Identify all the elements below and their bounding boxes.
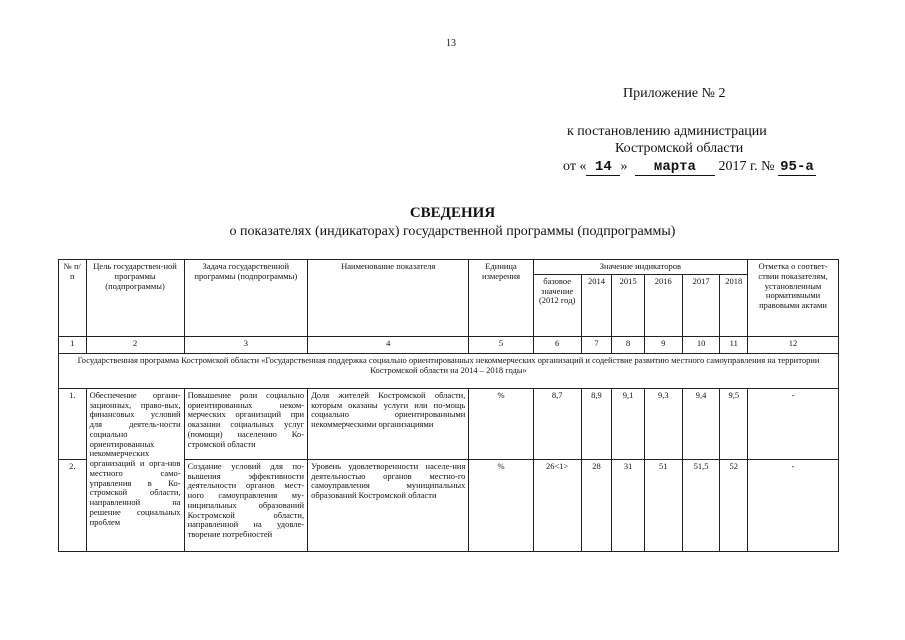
col-number: 6	[533, 336, 581, 353]
col-number: 12	[748, 336, 839, 353]
col-number: 4	[308, 336, 469, 353]
decree-day: 14	[586, 159, 620, 176]
row-2-num: 2.	[59, 459, 87, 551]
header-2018: 2018	[720, 274, 748, 336]
decree-line-1: к постановлению администрации	[567, 124, 767, 139]
row-1-2018: 9,5	[720, 388, 748, 459]
row-2-2018: 52	[720, 459, 748, 551]
row-1-unit: %	[469, 388, 533, 459]
decree-month: марта	[635, 159, 715, 176]
date-prefix: от «	[563, 159, 587, 174]
program-title-row: Государственная программа Костромской области «Государственная поддержка социально ориентированных некоммерческих организаций и содействие развитию местного самоуправления на территории Костромской области на 2014 – 2018 годы»	[59, 353, 839, 388]
col-number: 10	[682, 336, 720, 353]
col-number: 9	[644, 336, 682, 353]
header-values-group: Значение индикаторов	[533, 260, 747, 275]
row-2-base: 26<1>	[533, 459, 581, 551]
col-number: 5	[469, 336, 533, 353]
row-2-note: -	[748, 459, 839, 551]
col-number: 11	[720, 336, 748, 353]
decree-year-label: 2017 г. №	[718, 159, 775, 174]
row-2-indicator: Уровень удовлетворенности населе-ния деятельностью органов местно-го самоуправления муниципальных образований Костромской области	[308, 459, 469, 551]
row-2-2017: 51,5	[682, 459, 720, 551]
row-2-unit: %	[469, 459, 533, 551]
col-number: 7	[581, 336, 612, 353]
appendix-title: Приложение № 2	[623, 86, 726, 101]
indicators-table	[58, 259, 839, 552]
header-indicator: Наименование показателя	[308, 260, 469, 337]
col-number: 2	[86, 336, 184, 353]
col-number: 3	[184, 336, 308, 353]
row-2-2016: 51	[644, 459, 682, 551]
row-1-2017: 9,4	[682, 388, 720, 459]
row-2-task: Создание условий для по-вышения эффективности деятельности органов мест-ного самоуправления му-ниципальных образований Костромской области, направленной на удовле-творение потребностей	[184, 459, 308, 551]
page-number: 13	[446, 38, 456, 49]
col-number: 8	[612, 336, 645, 353]
header-note: Отметка о соответ-ствии показателям, установленным нормативными правовыми актами	[748, 260, 839, 337]
row-2-2014: 28	[581, 459, 612, 551]
row-1-indicator: Доля жителей Костромской области, которым оказаны услуги или по-мощь социально ориентированными некоммерческими организациями	[308, 388, 469, 459]
decree-number: 95-а	[778, 159, 816, 176]
header-2014: 2014	[581, 274, 612, 336]
date-quote-close: »	[620, 159, 628, 174]
document-subtitle: о показателях (индикаторах) государственной программы (подпрограммы)	[229, 224, 676, 239]
header-2015: 2015	[612, 274, 645, 336]
decree-line-2: Костромской области	[615, 141, 744, 156]
header-num: № п/п	[59, 260, 87, 337]
header-goal: Цель государствен-ной программы (подпрограммы)	[86, 260, 184, 337]
goal-cell: Обеспечение органи-зационных, право-вых, финансовых условий для деятель-ности социально ориентированных некоммерческих организаций и орга-нов местного само-управления в Ко-стромской области, направленной на решение социальных проблем	[86, 388, 184, 551]
header-task: Задача государственной программы (подпрограммы)	[184, 260, 308, 337]
header-base: базовое значение (2012 год)	[533, 274, 581, 336]
row-1-2016: 9,3	[644, 388, 682, 459]
header-unit: Единица измерения	[469, 260, 533, 337]
col-number: 1	[59, 336, 87, 353]
row-1-2015: 9,1	[612, 388, 645, 459]
row-2-2015: 31	[612, 459, 645, 551]
header-2017: 2017	[682, 274, 720, 336]
row-1-2014: 8,9	[581, 388, 612, 459]
document-title: СВЕДЕНИЯ	[409, 205, 496, 221]
decree-date-line	[563, 159, 816, 176]
row-1-base: 8,7	[533, 388, 581, 459]
row-1-num: 1.	[59, 388, 87, 459]
row-1-task: Повышение роли социально ориентированных неком-мерческих организаций при оказании социальных услуг (помощи) населению Ко-стромской области	[184, 388, 308, 459]
header-2016: 2016	[644, 274, 682, 336]
row-1-note: -	[748, 388, 839, 459]
